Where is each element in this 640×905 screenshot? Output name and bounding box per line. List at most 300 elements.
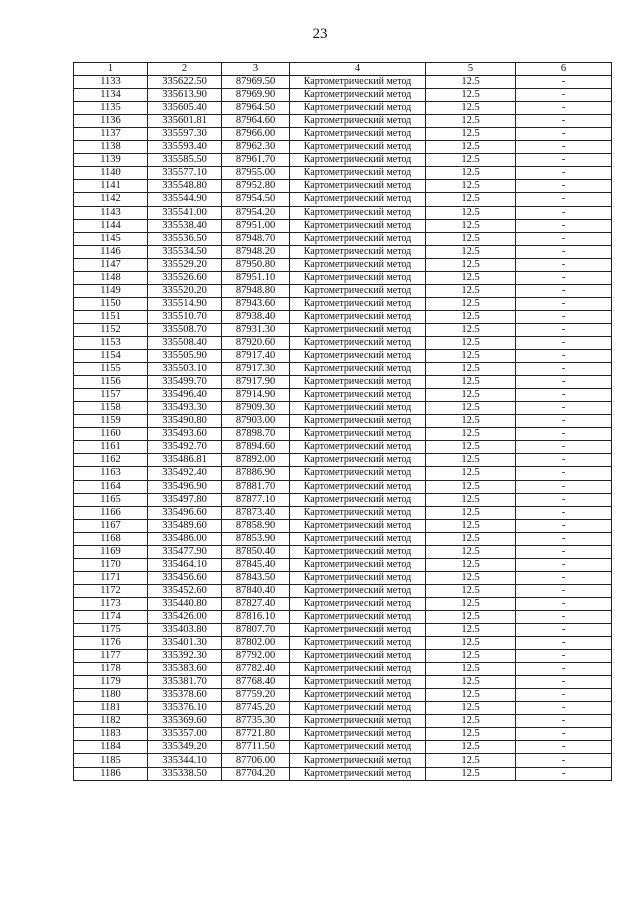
coordinates-table (73, 62, 612, 781)
note-cell: - (516, 624, 612, 637)
y-coordinate-cell: 87735.30 (222, 715, 290, 728)
method-cell: Картометрический метод (290, 767, 426, 780)
point-number-cell: 1133 (74, 76, 148, 89)
note-cell: - (516, 584, 612, 597)
point-number-cell: 1175 (74, 624, 148, 637)
method-cell: Картометрический метод (290, 376, 426, 389)
note-cell: - (516, 741, 612, 754)
table-row (74, 637, 612, 650)
method-cell: Картометрический метод (290, 258, 426, 271)
y-coordinate-cell: 87969.50 (222, 76, 290, 89)
accuracy-cell: 12.5 (426, 558, 516, 571)
note-cell: - (516, 310, 612, 323)
table-row (74, 506, 612, 519)
accuracy-cell: 12.5 (426, 232, 516, 245)
method-cell: Картометрический метод (290, 519, 426, 532)
table-row (74, 545, 612, 558)
accuracy-cell: 12.5 (426, 493, 516, 506)
method-cell: Картометрический метод (290, 167, 426, 180)
x-coordinate-cell: 335378.60 (148, 689, 222, 702)
note-cell: - (516, 219, 612, 232)
accuracy-cell: 12.5 (426, 141, 516, 154)
y-coordinate-cell: 87955.00 (222, 167, 290, 180)
point-number-cell: 1176 (74, 637, 148, 650)
y-coordinate-cell: 87920.60 (222, 336, 290, 349)
point-number-cell: 1135 (74, 102, 148, 115)
method-cell: Картометрический метод (290, 480, 426, 493)
y-coordinate-cell: 87948.20 (222, 245, 290, 258)
note-cell: - (516, 728, 612, 741)
table-row (74, 610, 612, 623)
method-cell: Картометрический метод (290, 728, 426, 741)
table-row (74, 336, 612, 349)
y-coordinate-cell: 87951.10 (222, 271, 290, 284)
y-coordinate-cell: 87845.40 (222, 558, 290, 571)
point-number-cell: 1162 (74, 454, 148, 467)
point-number-cell: 1158 (74, 402, 148, 415)
table-row (74, 219, 612, 232)
accuracy-cell: 12.5 (426, 271, 516, 284)
x-coordinate-cell: 335613.90 (148, 89, 222, 102)
table-row (74, 454, 612, 467)
table-row (74, 167, 612, 180)
y-coordinate-cell: 87792.00 (222, 650, 290, 663)
note-cell: - (516, 141, 612, 154)
x-coordinate-cell: 335541.00 (148, 206, 222, 219)
table-row (74, 141, 612, 154)
note-cell: - (516, 545, 612, 558)
y-coordinate-cell: 87768.40 (222, 676, 290, 689)
x-coordinate-cell: 335357.00 (148, 728, 222, 741)
point-number-cell: 1134 (74, 89, 148, 102)
accuracy-cell: 12.5 (426, 454, 516, 467)
method-cell: Картометрический метод (290, 624, 426, 637)
x-coordinate-cell: 335492.70 (148, 441, 222, 454)
table-row (74, 480, 612, 493)
x-coordinate-cell: 335529.20 (148, 258, 222, 271)
y-coordinate-cell: 87917.40 (222, 350, 290, 363)
note-cell: - (516, 323, 612, 336)
y-coordinate-cell: 87964.60 (222, 115, 290, 128)
method-cell: Картометрический метод (290, 297, 426, 310)
note-cell: - (516, 206, 612, 219)
x-coordinate-cell: 335456.60 (148, 571, 222, 584)
y-coordinate-cell: 87873.40 (222, 506, 290, 519)
point-number-cell: 1166 (74, 506, 148, 519)
y-coordinate-cell: 87950.80 (222, 258, 290, 271)
x-coordinate-cell: 335593.40 (148, 141, 222, 154)
accuracy-cell: 12.5 (426, 258, 516, 271)
table-row (74, 467, 612, 480)
y-coordinate-cell: 87917.30 (222, 363, 290, 376)
table-row (74, 493, 612, 506)
point-number-cell: 1180 (74, 689, 148, 702)
note-cell: - (516, 428, 612, 441)
method-cell: Картометрический метод (290, 650, 426, 663)
y-coordinate-cell: 87886.90 (222, 467, 290, 480)
point-number-cell: 1182 (74, 715, 148, 728)
method-cell: Картометрический метод (290, 558, 426, 571)
y-coordinate-cell: 87759.20 (222, 689, 290, 702)
table-row (74, 597, 612, 610)
method-cell: Картометрический метод (290, 389, 426, 402)
x-coordinate-cell: 335526.60 (148, 271, 222, 284)
accuracy-cell: 12.5 (426, 676, 516, 689)
method-cell: Картометрический метод (290, 193, 426, 206)
table-row (74, 115, 612, 128)
accuracy-cell: 12.5 (426, 650, 516, 663)
note-cell: - (516, 676, 612, 689)
page-number: 23 (312, 26, 328, 42)
note-cell: - (516, 689, 612, 702)
point-number-cell: 1174 (74, 610, 148, 623)
x-coordinate-cell: 335369.60 (148, 715, 222, 728)
y-coordinate-cell: 87782.40 (222, 663, 290, 676)
point-number-cell: 1147 (74, 258, 148, 271)
y-coordinate-cell: 87898.70 (222, 428, 290, 441)
note-cell: - (516, 402, 612, 415)
x-coordinate-cell: 335452.60 (148, 584, 222, 597)
table-row (74, 350, 612, 363)
table-header-row (74, 63, 612, 76)
x-coordinate-cell: 335496.90 (148, 480, 222, 493)
accuracy-cell: 12.5 (426, 428, 516, 441)
accuracy-cell: 12.5 (426, 193, 516, 206)
table-row (74, 258, 612, 271)
point-number-cell: 1168 (74, 532, 148, 545)
method-cell: Картометрический метод (290, 89, 426, 102)
note-cell: - (516, 610, 612, 623)
point-number-cell: 1169 (74, 545, 148, 558)
point-number-cell: 1145 (74, 232, 148, 245)
table-row (74, 193, 612, 206)
method-cell: Картометрический метод (290, 232, 426, 245)
note-cell: - (516, 519, 612, 532)
table-row (74, 428, 612, 441)
table-row (74, 558, 612, 571)
x-coordinate-cell: 335426.00 (148, 610, 222, 623)
note-cell: - (516, 637, 612, 650)
note-cell: - (516, 480, 612, 493)
x-coordinate-cell: 335548.80 (148, 180, 222, 193)
accuracy-cell: 12.5 (426, 363, 516, 376)
method-cell: Картометрический метод (290, 663, 426, 676)
point-number-cell: 1150 (74, 297, 148, 310)
table-row (74, 741, 612, 754)
note-cell: - (516, 180, 612, 193)
point-number-cell: 1149 (74, 284, 148, 297)
note-cell: - (516, 650, 612, 663)
note-cell: - (516, 454, 612, 467)
x-coordinate-cell: 335510.70 (148, 310, 222, 323)
y-coordinate-cell: 87706.00 (222, 754, 290, 767)
method-cell: Картометрический метод (290, 154, 426, 167)
method-cell: Картометрический метод (290, 206, 426, 219)
method-cell: Картометрический метод (290, 545, 426, 558)
x-coordinate-cell: 335496.60 (148, 506, 222, 519)
x-coordinate-cell: 335496.40 (148, 389, 222, 402)
accuracy-cell: 12.5 (426, 532, 516, 545)
note-cell: - (516, 76, 612, 89)
point-number-cell: 1186 (74, 767, 148, 780)
point-number-cell: 1139 (74, 154, 148, 167)
x-coordinate-cell: 335376.10 (148, 702, 222, 715)
note-cell: - (516, 493, 612, 506)
accuracy-cell: 12.5 (426, 767, 516, 780)
y-coordinate-cell: 87964.50 (222, 102, 290, 115)
method-cell: Картометрический метод (290, 219, 426, 232)
y-coordinate-cell: 87966.00 (222, 128, 290, 141)
accuracy-cell: 12.5 (426, 624, 516, 637)
y-coordinate-cell: 87881.70 (222, 480, 290, 493)
y-coordinate-cell: 87877.10 (222, 493, 290, 506)
point-number-cell: 1183 (74, 728, 148, 741)
accuracy-cell: 12.5 (426, 128, 516, 141)
point-number-cell: 1141 (74, 180, 148, 193)
accuracy-cell: 12.5 (426, 519, 516, 532)
x-coordinate-cell: 335505.90 (148, 350, 222, 363)
x-coordinate-cell: 335464.10 (148, 558, 222, 571)
method-cell: Картометрический метод (290, 102, 426, 115)
accuracy-cell: 12.5 (426, 376, 516, 389)
point-number-cell: 1179 (74, 676, 148, 689)
table-row (74, 206, 612, 219)
x-coordinate-cell: 335401.30 (148, 637, 222, 650)
y-coordinate-cell: 87961.70 (222, 154, 290, 167)
accuracy-cell: 12.5 (426, 545, 516, 558)
accuracy-cell: 12.5 (426, 206, 516, 219)
note-cell: - (516, 441, 612, 454)
point-number-cell: 1157 (74, 389, 148, 402)
x-coordinate-cell: 335577.10 (148, 167, 222, 180)
point-number-cell: 1165 (74, 493, 148, 506)
x-coordinate-cell: 335503.10 (148, 363, 222, 376)
note-cell: - (516, 767, 612, 780)
x-coordinate-cell: 335597.30 (148, 128, 222, 141)
table-row (74, 584, 612, 597)
method-cell: Картометрический метод (290, 323, 426, 336)
y-coordinate-cell: 87943.60 (222, 297, 290, 310)
accuracy-cell: 12.5 (426, 584, 516, 597)
accuracy-cell: 12.5 (426, 402, 516, 415)
accuracy-cell: 12.5 (426, 663, 516, 676)
x-coordinate-cell: 335601.81 (148, 115, 222, 128)
note-cell: - (516, 102, 612, 115)
x-coordinate-cell: 335622.50 (148, 76, 222, 89)
note-cell: - (516, 376, 612, 389)
point-number-cell: 1148 (74, 271, 148, 284)
y-coordinate-cell: 87807.70 (222, 624, 290, 637)
table-row (74, 402, 612, 415)
table-row (74, 571, 612, 584)
accuracy-cell: 12.5 (426, 245, 516, 258)
note-cell: - (516, 663, 612, 676)
table-row (74, 689, 612, 702)
accuracy-cell: 12.5 (426, 441, 516, 454)
accuracy-cell: 12.5 (426, 154, 516, 167)
point-number-cell: 1136 (74, 115, 148, 128)
table-row (74, 102, 612, 115)
y-coordinate-cell: 87858.90 (222, 519, 290, 532)
method-cell: Картометрический метод (290, 584, 426, 597)
point-number-cell: 1181 (74, 702, 148, 715)
point-number-cell: 1170 (74, 558, 148, 571)
point-number-cell: 1167 (74, 519, 148, 532)
y-coordinate-cell: 87931.30 (222, 323, 290, 336)
table-row (74, 650, 612, 663)
accuracy-cell: 12.5 (426, 297, 516, 310)
x-coordinate-cell: 335497.80 (148, 493, 222, 506)
accuracy-cell: 12.5 (426, 180, 516, 193)
method-cell: Картометрический метод (290, 741, 426, 754)
note-cell: - (516, 350, 612, 363)
x-coordinate-cell: 335499.70 (148, 376, 222, 389)
x-coordinate-cell: 335383.60 (148, 663, 222, 676)
table-row (74, 271, 612, 284)
x-coordinate-cell: 335585.50 (148, 154, 222, 167)
y-coordinate-cell: 87952.80 (222, 180, 290, 193)
x-coordinate-cell: 335344.10 (148, 754, 222, 767)
note-cell: - (516, 715, 612, 728)
accuracy-cell: 12.5 (426, 336, 516, 349)
point-number-cell: 1160 (74, 428, 148, 441)
accuracy-cell: 12.5 (426, 506, 516, 519)
table-row (74, 519, 612, 532)
accuracy-cell: 12.5 (426, 167, 516, 180)
column-header-method: 4 (290, 63, 426, 76)
x-coordinate-cell: 335486.00 (148, 532, 222, 545)
point-number-cell: 1137 (74, 128, 148, 141)
method-cell: Картометрический метод (290, 676, 426, 689)
point-number-cell: 1138 (74, 141, 148, 154)
table-row (74, 376, 612, 389)
note-cell: - (516, 336, 612, 349)
y-coordinate-cell: 87704.20 (222, 767, 290, 780)
method-cell: Картометрический метод (290, 506, 426, 519)
accuracy-cell: 12.5 (426, 310, 516, 323)
x-coordinate-cell: 335490.80 (148, 415, 222, 428)
note-cell: - (516, 128, 612, 141)
note-cell: - (516, 297, 612, 310)
table-row (74, 180, 612, 193)
method-cell: Картометрический метод (290, 715, 426, 728)
point-number-cell: 1140 (74, 167, 148, 180)
x-coordinate-cell: 335489.60 (148, 519, 222, 532)
table-row (74, 232, 612, 245)
method-cell: Картометрический метод (290, 702, 426, 715)
x-coordinate-cell: 335520.20 (148, 284, 222, 297)
method-cell: Картометрический метод (290, 128, 426, 141)
y-coordinate-cell: 87840.40 (222, 584, 290, 597)
x-coordinate-cell: 335381.70 (148, 676, 222, 689)
y-coordinate-cell: 87914.90 (222, 389, 290, 402)
y-coordinate-cell: 87938.40 (222, 310, 290, 323)
table-row (74, 728, 612, 741)
point-number-cell: 1142 (74, 193, 148, 206)
method-cell: Картометрический метод (290, 454, 426, 467)
note-cell: - (516, 115, 612, 128)
method-cell: Картометрический метод (290, 402, 426, 415)
accuracy-cell: 12.5 (426, 323, 516, 336)
table-row (74, 245, 612, 258)
x-coordinate-cell: 335492.40 (148, 467, 222, 480)
note-cell: - (516, 558, 612, 571)
method-cell: Картометрический метод (290, 284, 426, 297)
accuracy-cell: 12.5 (426, 728, 516, 741)
note-cell: - (516, 506, 612, 519)
table-row (74, 702, 612, 715)
accuracy-cell: 12.5 (426, 219, 516, 232)
table-row (74, 128, 612, 141)
point-number-cell: 1144 (74, 219, 148, 232)
point-number-cell: 1155 (74, 363, 148, 376)
note-cell: - (516, 154, 612, 167)
method-cell: Картометрический метод (290, 76, 426, 89)
y-coordinate-cell: 87850.40 (222, 545, 290, 558)
x-coordinate-cell: 335403.80 (148, 624, 222, 637)
y-coordinate-cell: 87853.90 (222, 532, 290, 545)
point-number-cell: 1152 (74, 323, 148, 336)
method-cell: Картометрический метод (290, 415, 426, 428)
accuracy-cell: 12.5 (426, 467, 516, 480)
column-header-y: 3 (222, 63, 290, 76)
accuracy-cell: 12.5 (426, 610, 516, 623)
x-coordinate-cell: 335514.90 (148, 297, 222, 310)
y-coordinate-cell: 87745.20 (222, 702, 290, 715)
table-row (74, 663, 612, 676)
method-cell: Картометрический метод (290, 428, 426, 441)
method-cell: Картометрический метод (290, 467, 426, 480)
method-cell: Картометрический метод (290, 441, 426, 454)
point-number-cell: 1156 (74, 376, 148, 389)
y-coordinate-cell: 87892.00 (222, 454, 290, 467)
table-row (74, 715, 612, 728)
column-header-point-number: 1 (74, 63, 148, 76)
x-coordinate-cell: 335508.70 (148, 323, 222, 336)
note-cell: - (516, 571, 612, 584)
method-cell: Картометрический метод (290, 597, 426, 610)
note-cell: - (516, 702, 612, 715)
x-coordinate-cell: 335536.50 (148, 232, 222, 245)
method-cell: Картометрический метод (290, 610, 426, 623)
x-coordinate-cell: 335508.40 (148, 336, 222, 349)
table-row (74, 676, 612, 689)
method-cell: Картометрический метод (290, 245, 426, 258)
note-cell: - (516, 258, 612, 271)
method-cell: Картометрический метод (290, 271, 426, 284)
point-number-cell: 1178 (74, 663, 148, 676)
accuracy-cell: 12.5 (426, 571, 516, 584)
accuracy-cell: 12.5 (426, 637, 516, 650)
method-cell: Картометрический метод (290, 689, 426, 702)
accuracy-cell: 12.5 (426, 754, 516, 767)
point-number-cell: 1163 (74, 467, 148, 480)
accuracy-cell: 12.5 (426, 389, 516, 402)
accuracy-cell: 12.5 (426, 715, 516, 728)
accuracy-cell: 12.5 (426, 689, 516, 702)
table-row (74, 624, 612, 637)
method-cell: Картометрический метод (290, 310, 426, 323)
column-header-note: 6 (516, 63, 612, 76)
note-cell: - (516, 415, 612, 428)
accuracy-cell: 12.5 (426, 102, 516, 115)
accuracy-cell: 12.5 (426, 284, 516, 297)
note-cell: - (516, 363, 612, 376)
method-cell: Картометрический метод (290, 141, 426, 154)
method-cell: Картометрический метод (290, 637, 426, 650)
method-cell: Картометрический метод (290, 180, 426, 193)
accuracy-cell: 12.5 (426, 702, 516, 715)
